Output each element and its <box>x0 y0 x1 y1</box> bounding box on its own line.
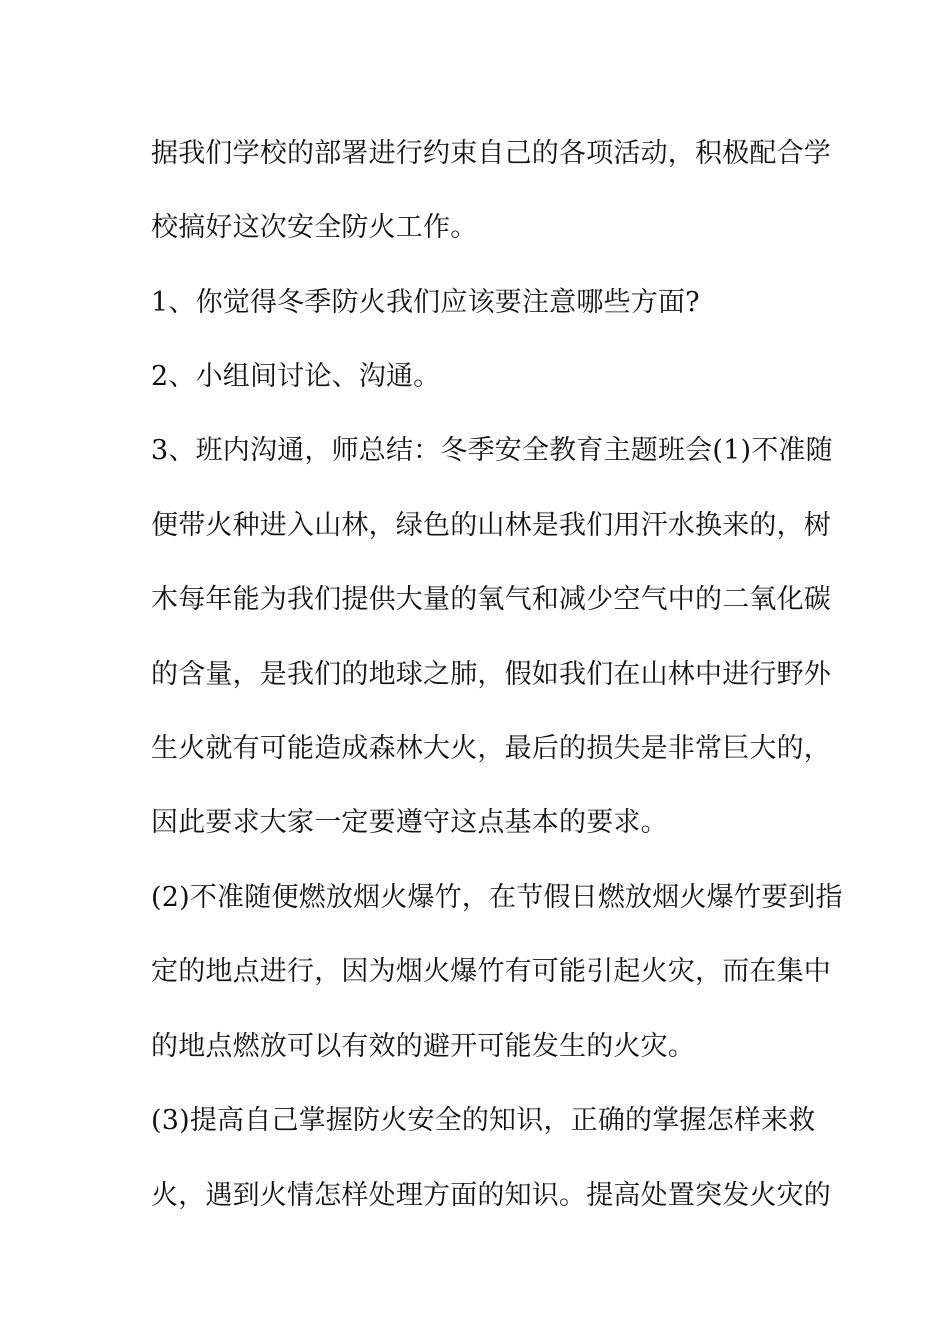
text-line: 火，遇到火情怎样处理方面的知识。提高处置突发火灾的 <box>151 1180 831 1211</box>
question-item-3: 3、班内沟通，师总结：冬季安全教育主题班会(1)不准随 <box>151 435 833 466</box>
rule-item-3: (3)提高自己掌握防火安全的知识，正确的掌握怎样来救 <box>151 1105 816 1136</box>
text-line: 因此要求大家一定要遵守这点基本的要求。 <box>151 807 668 838</box>
text-line: 的地点燃放可以有效的避开可能发生的火灾。 <box>151 1031 695 1062</box>
text-line: 校搞好这次安全防火工作。 <box>151 212 478 243</box>
question-item-1: 1、你觉得冬季防火我们应该要注意哪些方面? <box>151 287 700 318</box>
text-line: 据我们学校的部署进行约束自己的各项活动，积极配合学 <box>151 138 831 169</box>
text-line: 定的地点进行，因为烟火爆竹有可能引起火灾，而在集中 <box>151 956 831 987</box>
text-line: 木每年能为我们提供大量的氧气和减少空气中的二氧化碳 <box>151 584 831 615</box>
question-item-2: 2、小组间讨论、沟通。 <box>151 361 441 392</box>
text-line: 生火就有可能造成森林大火，最后的损失是非常巨大的， <box>151 733 831 764</box>
text-line: 便带火种进入山林，绿色的山林是我们用汗水换来的，树 <box>151 510 831 541</box>
text-line: 的含量，是我们的地球之肺，假如我们在山林中进行野外 <box>151 659 831 690</box>
rule-item-2: (2)不准随便燃放烟火爆竹，在节假日燃放烟火爆竹要到指 <box>151 882 843 913</box>
